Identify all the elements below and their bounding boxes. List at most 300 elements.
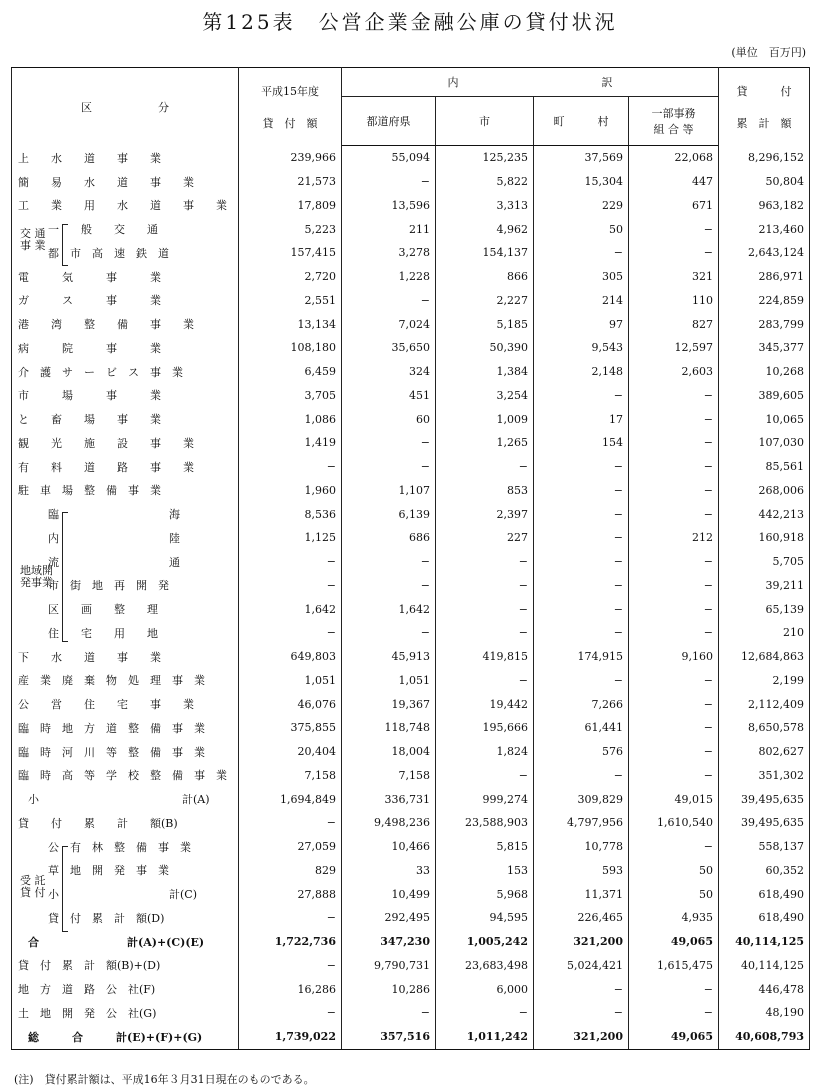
row-label: 市 場 事 業 bbox=[12, 384, 239, 408]
table-row bbox=[12, 787, 810, 811]
row-value: 268,006 bbox=[719, 479, 810, 503]
row-value: 227 bbox=[436, 526, 534, 550]
table-row bbox=[12, 455, 810, 479]
row-value: 239,966 bbox=[239, 146, 342, 170]
row-value: 5,185 bbox=[436, 312, 534, 336]
page-title: 第125表 公営企業金融公庫の貸付状況 bbox=[202, 10, 618, 34]
row-value: − bbox=[629, 502, 719, 526]
row-value: 21,573 bbox=[239, 170, 342, 194]
row-value: − bbox=[342, 455, 436, 479]
row-value: 39,495,635 bbox=[719, 787, 810, 811]
row-value: 671 bbox=[629, 194, 719, 218]
row-value: 7,158 bbox=[239, 764, 342, 788]
row-value: 999,274 bbox=[436, 787, 534, 811]
group-brace-koutsu bbox=[62, 224, 68, 266]
row-value: 39,495,635 bbox=[719, 811, 810, 835]
row-label: 介 護 サ ー ビ ス 事 業 bbox=[12, 360, 239, 384]
row-value: 6,000 bbox=[436, 977, 534, 1001]
row-value: 40,608,793 bbox=[719, 1025, 810, 1049]
row-value: 442,213 bbox=[719, 502, 810, 526]
header-kubun: 区 分 bbox=[12, 68, 239, 146]
row-value: 10,499 bbox=[342, 882, 436, 906]
row-value: 10,065 bbox=[719, 407, 810, 431]
row-value: 10,466 bbox=[342, 835, 436, 859]
row-label: と 畜 場 事 業 bbox=[12, 407, 239, 431]
row-value: 210 bbox=[719, 621, 810, 645]
row-value: − bbox=[629, 764, 719, 788]
row-value: 50,804 bbox=[719, 170, 810, 194]
row-value: 447 bbox=[629, 170, 719, 194]
header-kashi-line2: 累 計 額 bbox=[736, 116, 792, 130]
row-value: 108,180 bbox=[239, 336, 342, 360]
table-row bbox=[12, 621, 810, 645]
row-value: 8,536 bbox=[239, 502, 342, 526]
table-row bbox=[12, 336, 810, 360]
table-row bbox=[12, 407, 810, 431]
row-value: 2,112,409 bbox=[719, 692, 810, 716]
row-value: 1,265 bbox=[436, 431, 534, 455]
row-value: − bbox=[534, 764, 629, 788]
header-shi: 市 bbox=[436, 97, 534, 146]
row-value: 211 bbox=[342, 217, 436, 241]
row-value: − bbox=[534, 502, 629, 526]
row-value: − bbox=[534, 550, 629, 574]
row-value: 49,015 bbox=[629, 787, 719, 811]
row-value: 1,051 bbox=[239, 669, 342, 693]
header-uchi: 内 訳 bbox=[342, 68, 719, 97]
table-row bbox=[12, 502, 810, 526]
row-value: 23,683,498 bbox=[436, 954, 534, 978]
row-value: 45,913 bbox=[342, 645, 436, 669]
row-value: 292,495 bbox=[342, 906, 436, 930]
row-value: 3,705 bbox=[239, 384, 342, 408]
row-value: 7,158 bbox=[342, 764, 436, 788]
row-value: 40,114,125 bbox=[719, 954, 810, 978]
row-value: 17 bbox=[534, 407, 629, 431]
group-brace-jutaku bbox=[62, 846, 68, 932]
row-value: − bbox=[239, 574, 342, 598]
row-value: 5,815 bbox=[436, 835, 534, 859]
row-label: 観 光 施 設 事 業 bbox=[12, 431, 239, 455]
table-row bbox=[12, 811, 810, 835]
row-value: 27,059 bbox=[239, 835, 342, 859]
row-value: 10,286 bbox=[342, 977, 436, 1001]
row-value: 283,799 bbox=[719, 312, 810, 336]
row-label: 公 有 林 整 備 事 業 bbox=[12, 835, 239, 859]
row-value: − bbox=[534, 1001, 629, 1025]
table-row bbox=[12, 1001, 810, 1025]
row-value: 110 bbox=[629, 289, 719, 313]
table-row bbox=[12, 312, 810, 336]
table-row bbox=[12, 645, 810, 669]
row-label: 公 営 住 宅 事 業 bbox=[12, 692, 239, 716]
row-value: 9,543 bbox=[534, 336, 629, 360]
row-value: − bbox=[534, 384, 629, 408]
row-value: 3,313 bbox=[436, 194, 534, 218]
row-value: 321 bbox=[629, 265, 719, 289]
row-value: 118,748 bbox=[342, 716, 436, 740]
row-value: 2,199 bbox=[719, 669, 810, 693]
row-value: 7,266 bbox=[534, 692, 629, 716]
table-row bbox=[12, 217, 810, 241]
row-value: 829 bbox=[239, 859, 342, 883]
table-row bbox=[12, 954, 810, 978]
row-value: − bbox=[436, 597, 534, 621]
row-label: 貸 付 累 計 額(B)+(D) bbox=[12, 954, 239, 978]
table-row bbox=[12, 384, 810, 408]
row-value: 224,859 bbox=[719, 289, 810, 313]
table-row bbox=[12, 479, 810, 503]
row-value: 50 bbox=[629, 882, 719, 906]
table-row bbox=[12, 146, 810, 170]
row-value: − bbox=[239, 811, 342, 835]
row-label: 駐 車 場 整 備 事 業 bbox=[12, 479, 239, 503]
table-row bbox=[12, 906, 810, 930]
row-label: 簡 易 水 道 事 業 bbox=[12, 170, 239, 194]
row-value: 5,024,421 bbox=[534, 954, 629, 978]
row-value: 324 bbox=[342, 360, 436, 384]
row-value: − bbox=[629, 669, 719, 693]
row-label: 地 方 道 路 公 社(F) bbox=[12, 977, 239, 1001]
row-value: 20,404 bbox=[239, 740, 342, 764]
row-value: 27,888 bbox=[239, 882, 342, 906]
row-value: − bbox=[534, 597, 629, 621]
row-value: 1,086 bbox=[239, 407, 342, 431]
row-value: − bbox=[629, 431, 719, 455]
row-value: 827 bbox=[629, 312, 719, 336]
row-value: 4,797,956 bbox=[534, 811, 629, 835]
row-value: 214 bbox=[534, 289, 629, 313]
row-value: 15,304 bbox=[534, 170, 629, 194]
row-value: 286,971 bbox=[719, 265, 810, 289]
row-value: − bbox=[629, 740, 719, 764]
row-label: 貸 付 累 計 額(D) bbox=[12, 906, 239, 930]
table-body bbox=[12, 146, 810, 1050]
row-value: 649,803 bbox=[239, 645, 342, 669]
row-value: 46,076 bbox=[239, 692, 342, 716]
row-value: 1,642 bbox=[342, 597, 436, 621]
row-label: 流 通 bbox=[12, 550, 239, 574]
table-row bbox=[12, 835, 810, 859]
row-value: 1,615,475 bbox=[629, 954, 719, 978]
row-value: − bbox=[239, 550, 342, 574]
row-value: 16,286 bbox=[239, 977, 342, 1001]
row-value: 2,643,124 bbox=[719, 241, 810, 265]
row-label: 有 料 道 路 事 業 bbox=[12, 455, 239, 479]
row-value: 212 bbox=[629, 526, 719, 550]
row-value: − bbox=[342, 431, 436, 455]
row-value: 4,935 bbox=[629, 906, 719, 930]
row-value: 2,551 bbox=[239, 289, 342, 313]
row-value: 9,790,731 bbox=[342, 954, 436, 978]
row-value: − bbox=[629, 835, 719, 859]
table-row bbox=[12, 882, 810, 906]
row-value: 8,650,578 bbox=[719, 716, 810, 740]
row-label: 土 地 開 発 公 社(G) bbox=[12, 1001, 239, 1025]
table-row bbox=[12, 597, 810, 621]
table-row bbox=[12, 194, 810, 218]
row-value: − bbox=[629, 692, 719, 716]
row-value: 2,227 bbox=[436, 289, 534, 313]
table-row bbox=[12, 764, 810, 788]
row-value: 357,516 bbox=[342, 1025, 436, 1049]
row-value: 39,211 bbox=[719, 574, 810, 598]
row-value: 35,650 bbox=[342, 336, 436, 360]
table-row bbox=[12, 977, 810, 1001]
row-value: − bbox=[239, 1001, 342, 1025]
row-label: 草 地 開 発 事 業 bbox=[12, 859, 239, 883]
row-value: 5,968 bbox=[436, 882, 534, 906]
row-value: 12,597 bbox=[629, 336, 719, 360]
row-value: 1,642 bbox=[239, 597, 342, 621]
row-value: 1,824 bbox=[436, 740, 534, 764]
row-value: 618,490 bbox=[719, 882, 810, 906]
row-value: 55,094 bbox=[342, 146, 436, 170]
row-value: 50 bbox=[629, 859, 719, 883]
row-value: 195,666 bbox=[436, 716, 534, 740]
row-value: − bbox=[534, 479, 629, 503]
group-label-jutaku: 受 託 貸 付 bbox=[20, 874, 46, 899]
row-value: 154 bbox=[534, 431, 629, 455]
row-value: − bbox=[629, 241, 719, 265]
row-label: 臨 海 bbox=[12, 502, 239, 526]
row-value: 40,114,125 bbox=[719, 930, 810, 954]
row-value: − bbox=[534, 621, 629, 645]
row-value: 11,371 bbox=[534, 882, 629, 906]
row-value: 1,009 bbox=[436, 407, 534, 431]
row-value: 1,739,022 bbox=[239, 1025, 342, 1049]
table-row bbox=[12, 431, 810, 455]
row-value: 13,134 bbox=[239, 312, 342, 336]
row-value: − bbox=[436, 574, 534, 598]
row-value: 1,610,540 bbox=[629, 811, 719, 835]
row-value: − bbox=[342, 550, 436, 574]
row-value: 4,962 bbox=[436, 217, 534, 241]
row-value: 1,005,242 bbox=[436, 930, 534, 954]
row-value: − bbox=[239, 455, 342, 479]
row-value: 963,182 bbox=[719, 194, 810, 218]
row-value: 65,139 bbox=[719, 597, 810, 621]
row-value: 1,694,849 bbox=[239, 787, 342, 811]
table-row bbox=[12, 170, 810, 194]
row-value: − bbox=[629, 574, 719, 598]
row-label: 市 街 地 再 開 発 bbox=[12, 574, 239, 598]
row-value: 154,137 bbox=[436, 241, 534, 265]
row-value: − bbox=[342, 289, 436, 313]
row-value: 5,822 bbox=[436, 170, 534, 194]
row-value: − bbox=[436, 550, 534, 574]
header-chouson: 町 村 bbox=[534, 97, 629, 146]
header-kashi bbox=[719, 68, 810, 146]
row-value: 60,352 bbox=[719, 859, 810, 883]
row-value: 37,569 bbox=[534, 146, 629, 170]
row-value: 229 bbox=[534, 194, 629, 218]
row-label: 工 業 用 水 道 事 業 bbox=[12, 194, 239, 218]
row-value: − bbox=[436, 621, 534, 645]
row-value: − bbox=[436, 1001, 534, 1025]
row-value: 50,390 bbox=[436, 336, 534, 360]
table-row bbox=[12, 740, 810, 764]
row-value: 375,855 bbox=[239, 716, 342, 740]
row-value: 336,731 bbox=[342, 787, 436, 811]
row-label: 内 陸 bbox=[12, 526, 239, 550]
row-value: 866 bbox=[436, 265, 534, 289]
table-row bbox=[12, 716, 810, 740]
row-value: 10,268 bbox=[719, 360, 810, 384]
header-h15-line1: 平成15年度 bbox=[261, 84, 319, 98]
row-value: 23,588,903 bbox=[436, 811, 534, 835]
row-value: − bbox=[342, 621, 436, 645]
group-brace-chiiki bbox=[62, 512, 68, 642]
row-label: 貸 付 累 計 額(B) bbox=[12, 811, 239, 835]
row-label: 産 業 廃 棄 物 処 理 事 業 bbox=[12, 669, 239, 693]
row-label: 港 湾 整 備 事 業 bbox=[12, 312, 239, 336]
row-value: − bbox=[342, 170, 436, 194]
row-value: 853 bbox=[436, 479, 534, 503]
row-value: 1,722,736 bbox=[239, 930, 342, 954]
row-value: 3,278 bbox=[342, 241, 436, 265]
row-value: 1,107 bbox=[342, 479, 436, 503]
table-row bbox=[12, 526, 810, 550]
row-label: 電 気 事 業 bbox=[12, 265, 239, 289]
row-value: − bbox=[239, 621, 342, 645]
header-ichibu-line1: 一部事務 bbox=[651, 107, 696, 120]
row-value: 48,190 bbox=[719, 1001, 810, 1025]
row-value: 1,384 bbox=[436, 360, 534, 384]
row-value: 305 bbox=[534, 265, 629, 289]
table-row bbox=[12, 930, 810, 954]
row-value: 226,465 bbox=[534, 906, 629, 930]
row-value: 97 bbox=[534, 312, 629, 336]
row-value: − bbox=[436, 764, 534, 788]
row-value: 2,148 bbox=[534, 360, 629, 384]
row-value: 18,004 bbox=[342, 740, 436, 764]
header-todofuken: 都道府県 bbox=[342, 97, 436, 146]
row-value: 618,490 bbox=[719, 906, 810, 930]
row-value: − bbox=[629, 407, 719, 431]
table-row bbox=[12, 360, 810, 384]
header-ichibu-line2: 組 合 等 bbox=[653, 123, 694, 136]
row-value: 10,778 bbox=[534, 835, 629, 859]
row-value: − bbox=[629, 977, 719, 1001]
row-value: 107,030 bbox=[719, 431, 810, 455]
row-value: 309,829 bbox=[534, 787, 629, 811]
row-value: 593 bbox=[534, 859, 629, 883]
loan-table bbox=[11, 67, 810, 1050]
row-value: − bbox=[629, 597, 719, 621]
row-value: 19,367 bbox=[342, 692, 436, 716]
row-value: 213,460 bbox=[719, 217, 810, 241]
row-value: 1,228 bbox=[342, 265, 436, 289]
row-value: − bbox=[239, 954, 342, 978]
row-value: 686 bbox=[342, 526, 436, 550]
row-value: − bbox=[629, 1001, 719, 1025]
row-value: 5,705 bbox=[719, 550, 810, 574]
row-label: 上 水 道 事 業 bbox=[12, 146, 239, 170]
row-value: 125,235 bbox=[436, 146, 534, 170]
row-label: 総 合 計(E)+(F)+(G) bbox=[12, 1025, 239, 1049]
row-label: 下 水 道 事 業 bbox=[12, 645, 239, 669]
row-value: 419,815 bbox=[436, 645, 534, 669]
table-row bbox=[12, 289, 810, 313]
group-label-koutsu: 交 通 事 業 bbox=[20, 227, 46, 252]
row-label: 区 画 整 理 bbox=[12, 597, 239, 621]
row-value: − bbox=[629, 716, 719, 740]
row-value: 49,065 bbox=[629, 930, 719, 954]
footnote: (注) 貸付累計額は、平成16年３月31日現在のものである。 bbox=[14, 1073, 315, 1086]
row-value: 153 bbox=[436, 859, 534, 883]
row-value: 347,230 bbox=[342, 930, 436, 954]
unit-label: (単位 百万円) bbox=[731, 46, 806, 59]
row-value: 60 bbox=[342, 407, 436, 431]
row-value: 61,441 bbox=[534, 716, 629, 740]
row-value: 85,561 bbox=[719, 455, 810, 479]
row-label: 一 般 交 通 bbox=[12, 217, 239, 241]
header-kashi-line1: 貸 付 bbox=[736, 84, 792, 98]
row-value: 1,125 bbox=[239, 526, 342, 550]
row-label: 臨 時 河 川 等 整 備 事 業 bbox=[12, 740, 239, 764]
row-value: 33 bbox=[342, 859, 436, 883]
row-value: 1,960 bbox=[239, 479, 342, 503]
row-value: − bbox=[534, 455, 629, 479]
row-label: 小 計(C) bbox=[12, 882, 239, 906]
row-value: 9,160 bbox=[629, 645, 719, 669]
table-row bbox=[12, 692, 810, 716]
row-label: 合 計(A)+(C)(E) bbox=[12, 930, 239, 954]
row-value: 446,478 bbox=[719, 977, 810, 1001]
row-value: − bbox=[436, 455, 534, 479]
row-value: 1,011,242 bbox=[436, 1025, 534, 1049]
row-value: 321,200 bbox=[534, 930, 629, 954]
row-value: 49,065 bbox=[629, 1025, 719, 1049]
row-value: 2,397 bbox=[436, 502, 534, 526]
row-value: − bbox=[629, 217, 719, 241]
row-value: − bbox=[534, 977, 629, 1001]
row-value: 9,498,236 bbox=[342, 811, 436, 835]
table-row bbox=[12, 669, 810, 693]
table-row bbox=[12, 550, 810, 574]
row-value: 576 bbox=[534, 740, 629, 764]
row-value: − bbox=[629, 455, 719, 479]
row-value: 451 bbox=[342, 384, 436, 408]
row-value: − bbox=[436, 669, 534, 693]
row-value: − bbox=[534, 574, 629, 598]
row-label: 住 宅 用 地 bbox=[12, 621, 239, 645]
row-value: 8,296,152 bbox=[719, 146, 810, 170]
row-value: 1,419 bbox=[239, 431, 342, 455]
header-h15-line2: 貸 付 額 bbox=[262, 116, 318, 130]
row-value: 558,137 bbox=[719, 835, 810, 859]
row-value: − bbox=[534, 669, 629, 693]
row-value: 802,627 bbox=[719, 740, 810, 764]
row-value: 50 bbox=[534, 217, 629, 241]
row-label: 小 計(A) bbox=[12, 787, 239, 811]
group-label-chiiki: 地域開 発事業 bbox=[20, 564, 53, 589]
row-value: − bbox=[239, 906, 342, 930]
row-value: 389,605 bbox=[719, 384, 810, 408]
row-label: 都 市 高 速 鉄 道 bbox=[12, 241, 239, 265]
row-value: 6,139 bbox=[342, 502, 436, 526]
row-value: 6,459 bbox=[239, 360, 342, 384]
row-value: − bbox=[629, 384, 719, 408]
row-value: 2,603 bbox=[629, 360, 719, 384]
table-row bbox=[12, 265, 810, 289]
row-label: 臨 時 高 等 学 校 整 備 事 業 bbox=[12, 764, 239, 788]
row-value: 160,918 bbox=[719, 526, 810, 550]
row-value: − bbox=[629, 479, 719, 503]
row-value: 7,024 bbox=[342, 312, 436, 336]
row-label: ガ ス 事 業 bbox=[12, 289, 239, 313]
